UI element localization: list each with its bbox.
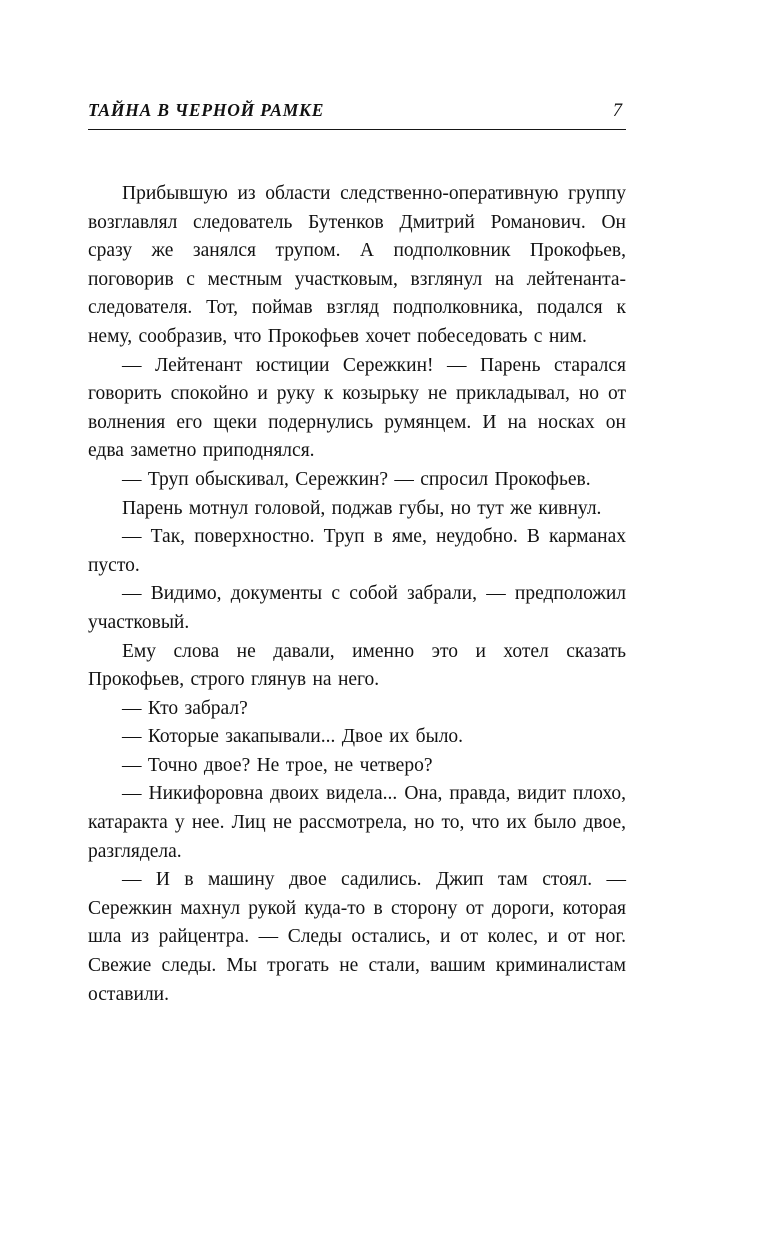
paragraph: — Видимо, документы с собой забрали, — предположил участковый. [88, 583, 626, 633]
running-title: ТАЙНА В ЧЕРНОЙ РАМКЕ [88, 100, 325, 120]
paragraph: — Так, поверхностно. Труп в яме, неудобно. В карманах пусто. [88, 526, 626, 576]
paragraph: — Труп обыскивал, Сережкин? — спросил Прокофьев. [122, 468, 591, 490]
paragraph: Парень мотнул головой, поджав губы, но тут же кивнул. [122, 497, 602, 519]
paragraph: — Кто забрал? [122, 697, 248, 719]
paragraph: — Никифоровна двоих видела... Она, правда, видит плохо, катаракта у нее. Лиц не рассмотрела, но то, что их было двое, разглядела. [88, 783, 626, 862]
paragraph: — Точно двое? Не трое, не четверо? [122, 754, 433, 776]
paragraph: Прибывшую из области следственно-оперативную группу возглавлял следователь Бутенков Дмитрий Романович. Он сразу же занялся трупом. А подполковник Прокофьев, поговорив с местным участковым, взглянул на лейтенанта-следователя. Тот, поймав взгляд подполковника, подался к нему, сообразив, что Прокофьев хочет побеседовать с ним. [88, 183, 626, 347]
body-text [88, 180, 626, 1009]
paragraph: Ему слова не давали, именно это и хотел сказать Прокофьев, строго глянув на него. [88, 640, 626, 691]
page-header [88, 100, 626, 130]
page-number: 7 [612, 101, 622, 121]
paragraph: — Лейтенант юстиции Сережкин! — Парень старался говорить спокойно и руку к козырьку не прикладывал, но от волнения его щеки подернулись румянцем. И на носках он едва заметно приподнялся. [88, 354, 626, 462]
paragraph: — И в машину двое садились. Джип там стоял. — Сережкин махнул рукой куда-то в сторону от дороги, которая шла из райцентра. — Следы остались, и от колес, и от ног. Свежие следы. Мы трогать не стали, вашим криминалистам оставили. [88, 869, 626, 1005]
paragraph: — Которые закапывали... Двое их было. [122, 726, 464, 748]
